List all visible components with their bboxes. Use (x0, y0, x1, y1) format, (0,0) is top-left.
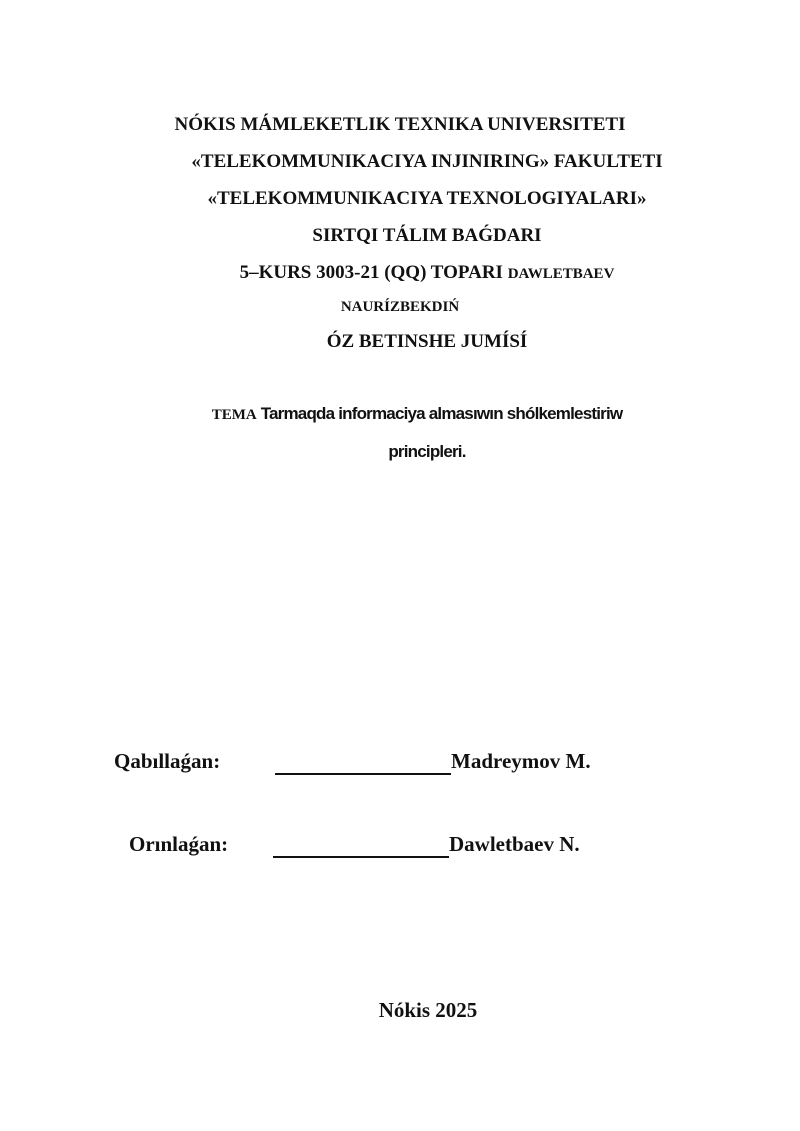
topic-line-2 (27, 442, 800, 462)
course-group: 5–KURS 3003-21 (QQ) TOPARI (239, 262, 503, 283)
accepted-name: Madreymov M. (451, 749, 591, 773)
study-form: SIRTQI TÁLIM BAǴDARI (312, 225, 542, 246)
university-name: NÓKIS MÁMLEKETLIK TEXNIKA UNIVERSITETI (174, 114, 626, 135)
student-name: NAURÍZBEKDIŃ (340, 299, 460, 315)
topic-text-1: Tarmaqda informaciya almasıwın shólkemlestiriw (260, 404, 623, 423)
accepted-label: Qabıllaǵan: (114, 749, 221, 773)
student-surname: DAWLETBAEV (507, 266, 615, 282)
accepted-signature-line (275, 773, 451, 775)
performed-signature-line (273, 856, 449, 858)
faculty-name: «TELEKOMMUNIKACIYA INJINIRING» FAKULTETI (191, 151, 663, 172)
topic-label: TEMA (211, 407, 257, 423)
place-year: Nókis 2025 (378, 998, 478, 1022)
signature-performed (0, 832, 800, 862)
topic-line-1 (17, 404, 800, 424)
performed-name: Dawletbaev N. (449, 832, 580, 856)
signature-accepted (0, 749, 800, 779)
course-group-line (27, 262, 800, 284)
performed-label: Orınlaǵan: (129, 832, 229, 856)
department-name: «TELEKOMMUNIKACIYA TEXNOLOGIYALARI» (207, 188, 647, 209)
work-type: ÓZ BETINSHE JUMÍSÍ (326, 331, 528, 352)
topic-text-2: principleri. (388, 442, 466, 461)
